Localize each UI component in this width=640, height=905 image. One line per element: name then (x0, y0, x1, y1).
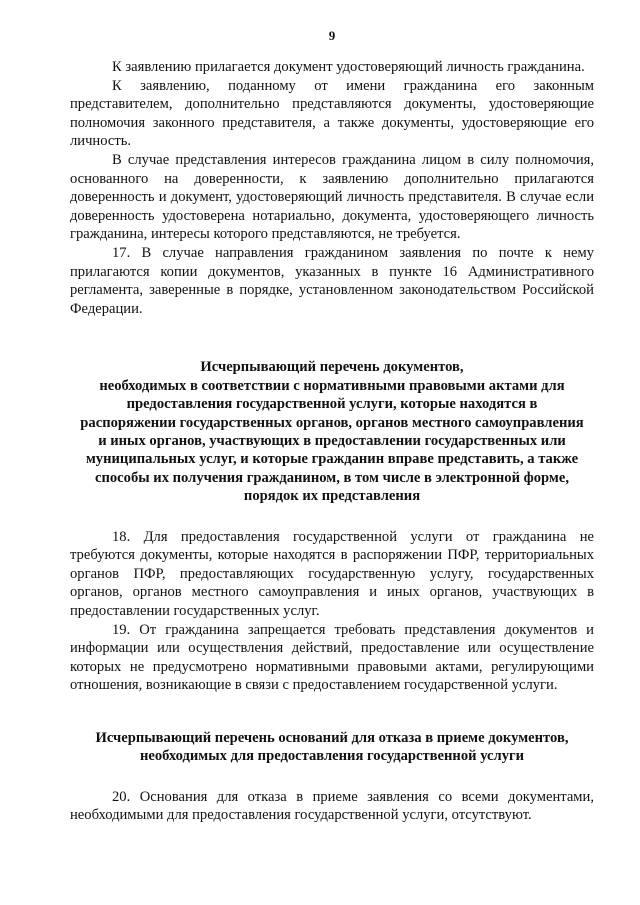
heading-line: необходимых в соответствии с нормативными правовыми актами для (99, 377, 565, 394)
spacer (70, 695, 594, 729)
heading-line: предоставления государственной услуги, которые находятся в (126, 396, 538, 413)
paragraph-18: 18. Для предоставления государственной услуги от гражданина не требуются документы, которые находятся в распоряжении ПФР, территориальных органов ПФР, предоставляющих государственную услугу, государственных органов, органов местного самоуправления и иных органов, участвующих в предоставлении государственных услуг. (70, 528, 594, 619)
heading-line: и иных органов, участвующих в предоставлении государственных или (98, 432, 566, 449)
document-page (70, 28, 594, 825)
paragraph-intro-3: В случае представления интересов гражданина лицом в силу полномочия, основанного на доверенности, к заявлению дополнительно прилагаются доверенность и документ, удостоверяющий личность представителя. В случае если доверенность удостоверена нотариально, документа, удостоверяющего личность гражданина, интересы которого представляются, не требуется. (70, 151, 594, 243)
heading-line: способы их получения гражданином, в том числе в электронной форме, (95, 469, 569, 486)
heading-line: порядок их представления (243, 488, 421, 505)
section-heading-documents (70, 358, 594, 505)
paragraph-intro-2: К заявлению, поданному от имени гражданина его законным представителем, дополнительно представляются документы, удостоверяющие полномочия законного представителя, а также документы, удостоверяющие его личность. (70, 77, 594, 150)
paragraph-17: 17. В случае направления гражданином заявления по почте к нему прилагаются копии документов, указанных в пункте 16 Административного регламента, заверенные в порядке, установленном законодательством Российской Федерации. (70, 244, 594, 317)
heading-line: необходимых для предоставления государственной услуги (139, 748, 525, 765)
spacer (70, 506, 594, 528)
heading-line: Исчерпывающий перечень документов, (200, 359, 464, 376)
heading-line: Исчерпывающий перечень оснований для отказа в приеме документов, (95, 729, 569, 746)
paragraph-20: 20. Основания для отказа в приеме заявления со всеми документами, необходимыми для предоставления государственной услуги, отсутствуют. (70, 788, 594, 824)
section-heading-refusal-grounds (70, 729, 594, 766)
section2-body (70, 788, 594, 825)
intro-block (70, 58, 594, 318)
heading-line: муниципальных услуг, и которые гражданин вправе представить, а также (85, 451, 579, 468)
page-number: 9 (328, 28, 336, 43)
heading-line: распоряжении государственных органов, органов местного самоуправления (80, 414, 584, 431)
section1-body (70, 528, 594, 695)
spacer (70, 318, 594, 358)
spacer (70, 766, 594, 788)
paragraph-19: 19. От гражданина запрещается требовать представления документов и информации или осуществления действий, предоставление или осуществление которых не предусмотрено нормативными правовыми актами, регулирующими отношения, возникающие в связи с предоставлением государственной услуги. (70, 621, 594, 694)
paragraph-intro-1: К заявлению прилагается документ удостоверяющий личность гражданина. (112, 59, 585, 75)
